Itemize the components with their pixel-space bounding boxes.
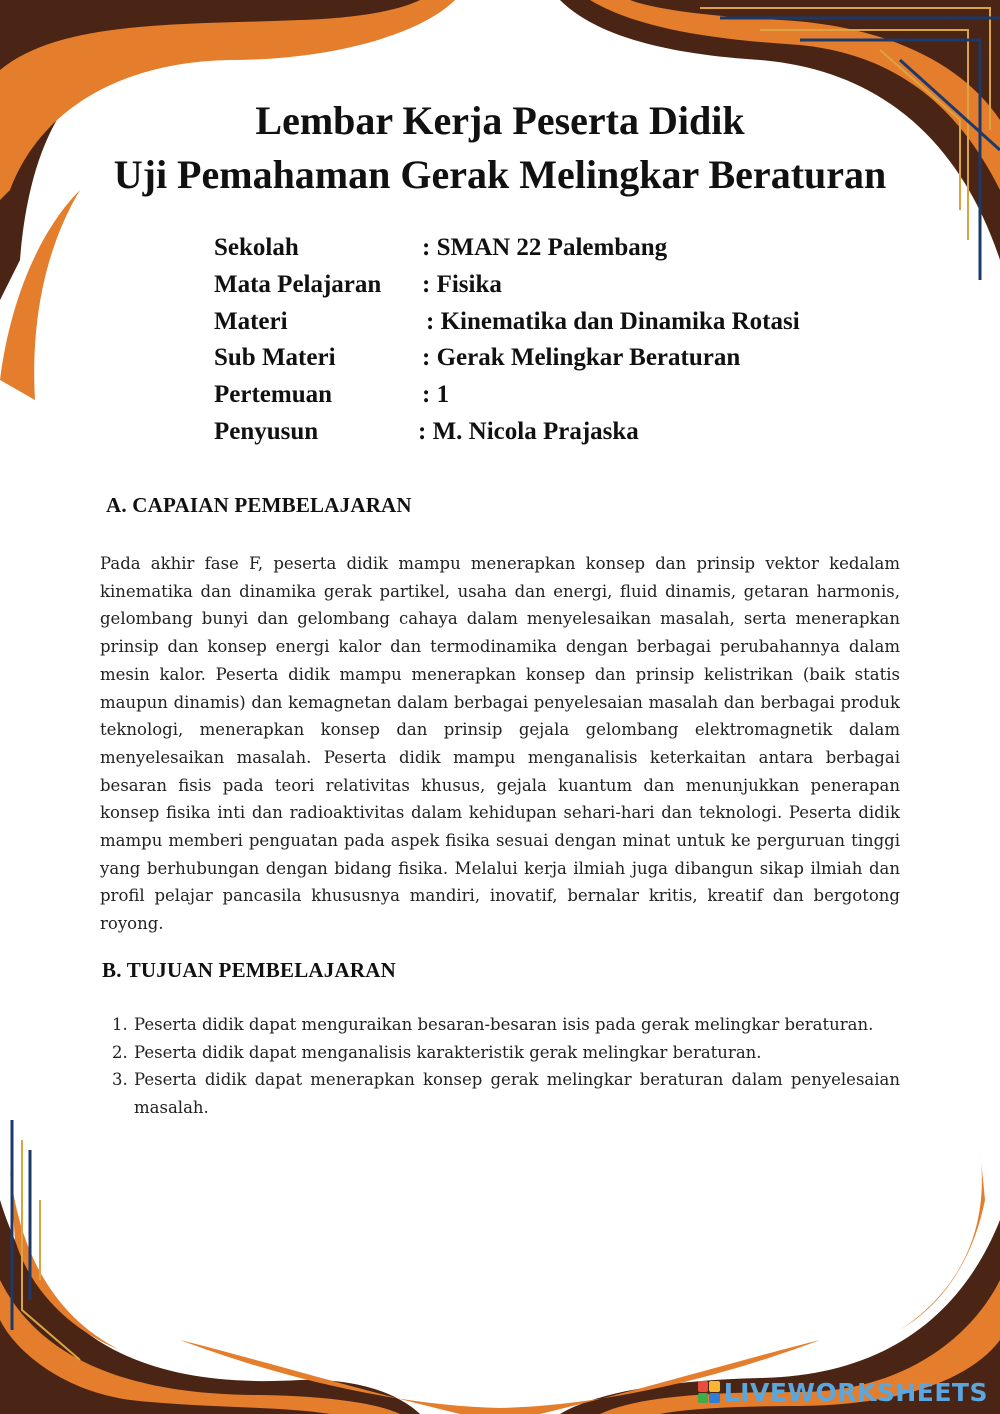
list-item bbox=[112, 1039, 900, 1067]
section-a-paragraph: Pada akhir fase F, peserta didik mampu menerapkan konsep dan prinsip vektor kedalam kinematika dan dinamika gerak partikel, usaha dan energi, fluid dinamis, getaran harmonis, gelombang bunyi dan gelombang cahaya dalam menyelesaikan masalah, serta menerapkan prinsip dan konsep energi kalor dan termodinamika dengan berbagai perubahannya dalam mesin kalor. Peserta didik mampu menerapkan konsep dan prinsip kelistrikan (baik statis maupun dinamis) dan kemagnetan dalam berbagai penyelesaian masalah dan berbagai produk teknologi, menerapkan konsep dan prinsip gejala gelombang elektromagnetik dalam menyelesaikan masalah. Peserta didik mampu menganalisis keterkaitan antara berbagai besaran fisis pada teori relativitas khusus, gejala kuantum dan menunjukkan penerapan konsep fisika inti dan radioaktivitas dalam kehidupan sehari-hari dan teknologi. Peserta didik mampu memberi penguatan pada aspek fisika sesuai dengan minat untuk ke perguruan tinggi yang berhubungan dengan bidang fisika. Melalui kerja ilmiah juga dibangun sikap ilmiah dan profil pelajar pancasila khususnya mandiri, inovatif, bernalar kritis, kreatif dan bergotong royong. bbox=[100, 554, 900, 934]
list-item-text: Peserta didik dapat menganalisis karakteristik gerak melingkar beraturan. bbox=[134, 1042, 762, 1062]
info-value: : Gerak Melingkar Beraturan bbox=[422, 344, 741, 371]
info-label: Pertemuan bbox=[214, 381, 333, 408]
corner-bottom-right bbox=[560, 1150, 1000, 1414]
list-item-number: 3. bbox=[112, 1070, 128, 1090]
list-item-number: 2. bbox=[112, 1042, 128, 1062]
list-item bbox=[112, 1011, 900, 1039]
info-value: : 1 bbox=[422, 381, 450, 408]
info-label: Materi bbox=[214, 308, 288, 335]
info-value: : Fisika bbox=[422, 271, 502, 298]
liveworksheets-logo bbox=[698, 1376, 988, 1408]
page-title-line-2: Uji Pemahaman Gerak Melingkar Beraturan bbox=[113, 152, 887, 197]
watermark-text: LIVEWORKSHEETS bbox=[723, 1377, 988, 1407]
liveworksheets-icon bbox=[698, 1381, 720, 1403]
info-value: : SMAN 22 Palembang bbox=[422, 234, 668, 261]
page-title-line-1: Lembar Kerja Peserta Didik bbox=[255, 98, 745, 143]
section-b-heading: B. TUJUAN PEMBELAJARAN bbox=[102, 958, 396, 982]
corner-bottom-left bbox=[0, 1120, 420, 1414]
list-item-number: 1. bbox=[112, 1015, 128, 1034]
list-item-text: Peserta didik dapat menerapkan konsep gerak melingkar beraturan dalam penyelesaian masalah. bbox=[134, 1070, 900, 1118]
list-item bbox=[112, 1066, 900, 1121]
info-label: Penyusun bbox=[214, 418, 319, 445]
section-a-heading: A. CAPAIAN PEMBELAJARAN bbox=[106, 493, 412, 517]
corner-top-left bbox=[0, 0, 455, 400]
info-value: : Kinematika dan Dinamika Rotasi bbox=[426, 308, 800, 335]
info-label: Sub Materi bbox=[214, 344, 336, 371]
info-label: Mata Pelajaran bbox=[214, 271, 382, 298]
goals-list bbox=[112, 1011, 900, 1122]
info-label: Sekolah bbox=[214, 234, 299, 261]
list-item-text: Peserta didik dapat menguraikan besaran-besaran isis pada gerak melingkar beraturan. bbox=[134, 1015, 874, 1034]
info-value: : M. Nicola Prajaska bbox=[418, 418, 639, 445]
